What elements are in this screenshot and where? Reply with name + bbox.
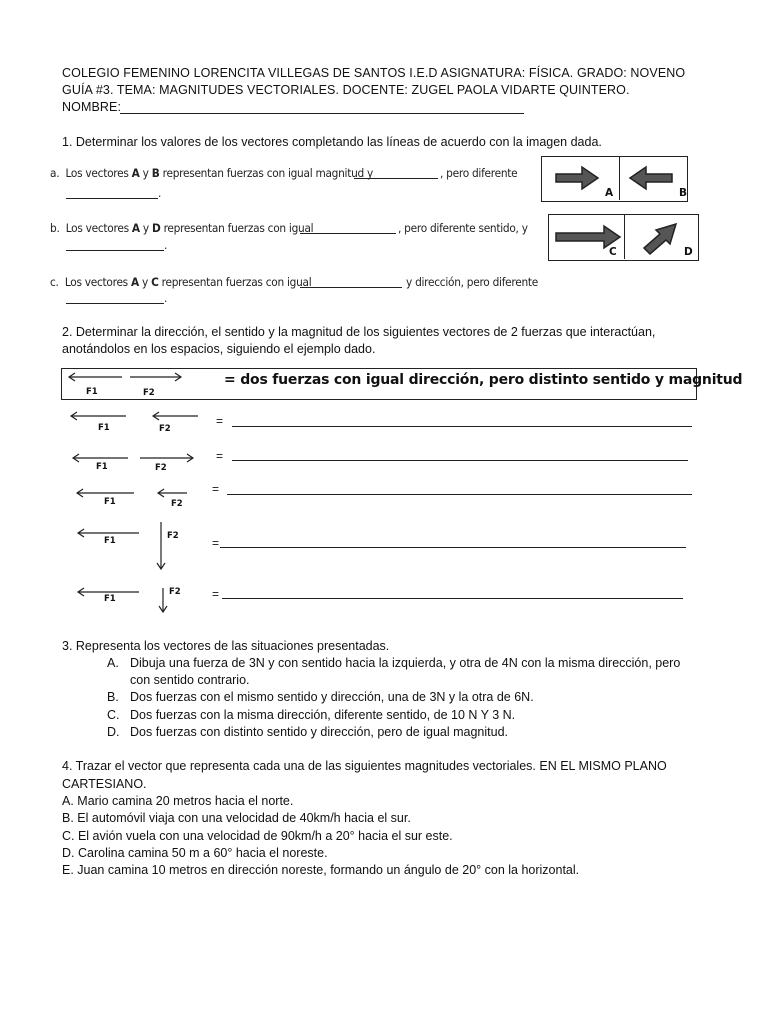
- q4-title-line-2: CARTESIANO.: [62, 777, 147, 791]
- q2-row5-f2-label: F2: [169, 587, 181, 597]
- q1-b-blank-2[interactable]: [66, 250, 164, 251]
- q1-b-text-2: , pero diferente sentido, y: [398, 221, 528, 235]
- q1-c-blank-2[interactable]: [66, 303, 164, 304]
- q2-row3-blank[interactable]: [227, 494, 692, 495]
- q2-example-f2-label: F2: [143, 388, 155, 398]
- vector-a-label: A: [605, 187, 614, 199]
- q2-row2-blank[interactable]: [232, 460, 688, 461]
- q2-row3-f1-label: F1: [104, 497, 116, 507]
- q1-c-text-2: y dirección, pero diferente: [406, 275, 538, 289]
- q3-title: 3. Representa los vectores de las situaciones presentadas.: [62, 639, 390, 653]
- vector-c-label: C: [609, 246, 617, 258]
- q2-row5-blank[interactable]: [222, 598, 683, 599]
- q2-row4-blank[interactable]: [220, 547, 686, 548]
- q3-item-c-letter: C.: [107, 708, 120, 722]
- q2-row1-f1-label: F1: [98, 423, 110, 433]
- q4-item-c: C. El avión vuela con una velocidad de 90km/h a 20° hacia el sur este.: [62, 829, 453, 843]
- q2-title-line-1: 2. Determinar la dirección, el sentido y la magnitud de los siguientes vectores de 2 fuerzas que interactúan,: [62, 325, 656, 339]
- q2-row1-blank[interactable]: [232, 426, 692, 427]
- q2-row4-f2-arrow: [155, 520, 167, 572]
- q3-item-d-letter: D.: [107, 725, 120, 739]
- q1-a-text-2: , pero diferente: [440, 166, 518, 180]
- q2-example-f2-arrow: [128, 371, 184, 383]
- vector-b-arrow: [630, 166, 675, 190]
- name-label: NOMBRE:: [62, 100, 122, 114]
- q2-row4-f2-label: F2: [167, 531, 179, 541]
- q2-row3-f2-label: F2: [171, 499, 183, 509]
- q2-row3-f2-arrow: [155, 487, 189, 499]
- q2-row5-f1-label: F1: [104, 594, 116, 604]
- q2-row4-f1-label: F1: [104, 536, 116, 546]
- vector-d-arrow: [640, 222, 680, 254]
- vector-a-arrow: [556, 166, 601, 190]
- q3-item-a-letter: A.: [107, 656, 119, 670]
- q3-item-a-text: Dibuja una fuerza de 3N y con sentido hacia la izquierda, y otra de 4N con la misma dirección, pero: [130, 656, 681, 670]
- q1-b-blank-1[interactable]: [300, 233, 396, 234]
- q2-row2-eq: =: [216, 449, 224, 463]
- vector-box-cd-divider: [624, 214, 625, 259]
- q2-row2-f2-label: F2: [155, 463, 167, 473]
- q3-item-b-letter: B.: [107, 690, 119, 704]
- header-line-2: GUÍA #3. TEMA: MAGNITUDES VECTORIALES. DOCENTE: ZUGEL PAOLA VIDARTE QUINTERO.: [62, 83, 630, 97]
- q3-item-b-text: Dos fuerzas con el mismo sentido y dirección, una de 3N y la otra de 6N.: [130, 690, 534, 704]
- q2-row1-eq: =: [216, 414, 224, 428]
- q2-row5-f2-arrow: [157, 586, 169, 614]
- q4-title-line-1: 4. Trazar el vector que representa cada una de las siguientes magnitudes vectoriales. EN EL MISMO PLANO: [62, 759, 667, 773]
- vector-d-label: D: [684, 246, 693, 258]
- q2-row1-f2-arrow: [150, 410, 200, 422]
- q2-example-text: = dos fuerzas con igual dirección, pero distinto sentido y magnitud: [224, 372, 743, 388]
- q1-c-text: c. Los vectores A y C representan fuerzas con igual: [50, 275, 312, 289]
- q2-row1-f1-arrow: [68, 410, 130, 422]
- q2-row1-f2-label: F2: [159, 424, 171, 434]
- q3-item-d-text: Dos fuerzas con distinto sentido y dirección, pero de igual magnitud.: [130, 725, 508, 739]
- q2-title-line-2: anotándolos en los espacios, siguiendo el ejemplo dado.: [62, 342, 376, 356]
- q1-title: 1. Determinar los valores de los vectores completando las líneas de acuerdo con la imagen dada.: [62, 135, 602, 149]
- q2-row2-f1-label: F1: [96, 462, 108, 472]
- q3-item-a-text-2: con sentido contrario.: [130, 673, 250, 687]
- q1-c-blank-1[interactable]: [300, 287, 402, 288]
- q1-b-text: b. Los vectores A y D representan fuerzas con igual: [50, 221, 314, 235]
- name-blank[interactable]: [120, 113, 524, 114]
- q1-b-dot: .: [164, 238, 168, 252]
- q2-row5-eq: =: [212, 587, 220, 601]
- q2-row4-eq: =: [212, 536, 220, 550]
- q1-a-text: a. Los vectores A y B representan fuerzas con igual magnitud y: [50, 166, 374, 180]
- q1-a-blank-1[interactable]: [354, 178, 438, 179]
- q2-row3-eq: =: [212, 482, 220, 496]
- q1-c-dot: .: [164, 291, 168, 305]
- q4-item-a: A. Mario camina 20 metros hacia el norte.: [62, 794, 294, 808]
- q2-example-f1-arrow: [66, 371, 126, 383]
- vector-box-ab-divider: [619, 156, 620, 200]
- q2-row2-f2-arrow: [138, 452, 196, 464]
- q4-item-b: B. El automóvil viaja con una velocidad de 40km/h hacia el sur.: [62, 811, 411, 825]
- q2-example-f1-label: F1: [86, 387, 98, 397]
- q4-item-d: D. Carolina camina 50 m a 60° hacia el noreste.: [62, 846, 328, 860]
- header-line-1: COLEGIO FEMENINO LORENCITA VILLEGAS DE SANTOS I.E.D ASIGNATURA: FÍSICA. GRADO: NOVENO: [62, 66, 686, 80]
- q1-a-blank-2[interactable]: [66, 198, 158, 199]
- q3-item-c-text: Dos fuerzas con la misma dirección, diferente sentido, de 10 N Y 3 N.: [130, 708, 516, 722]
- q1-a-dot: .: [158, 186, 162, 200]
- q4-item-e: E. Juan camina 10 metros en dirección noreste, formando un ángulo de 20° con la horizontal.: [62, 863, 580, 877]
- vector-b-label: B: [679, 187, 688, 199]
